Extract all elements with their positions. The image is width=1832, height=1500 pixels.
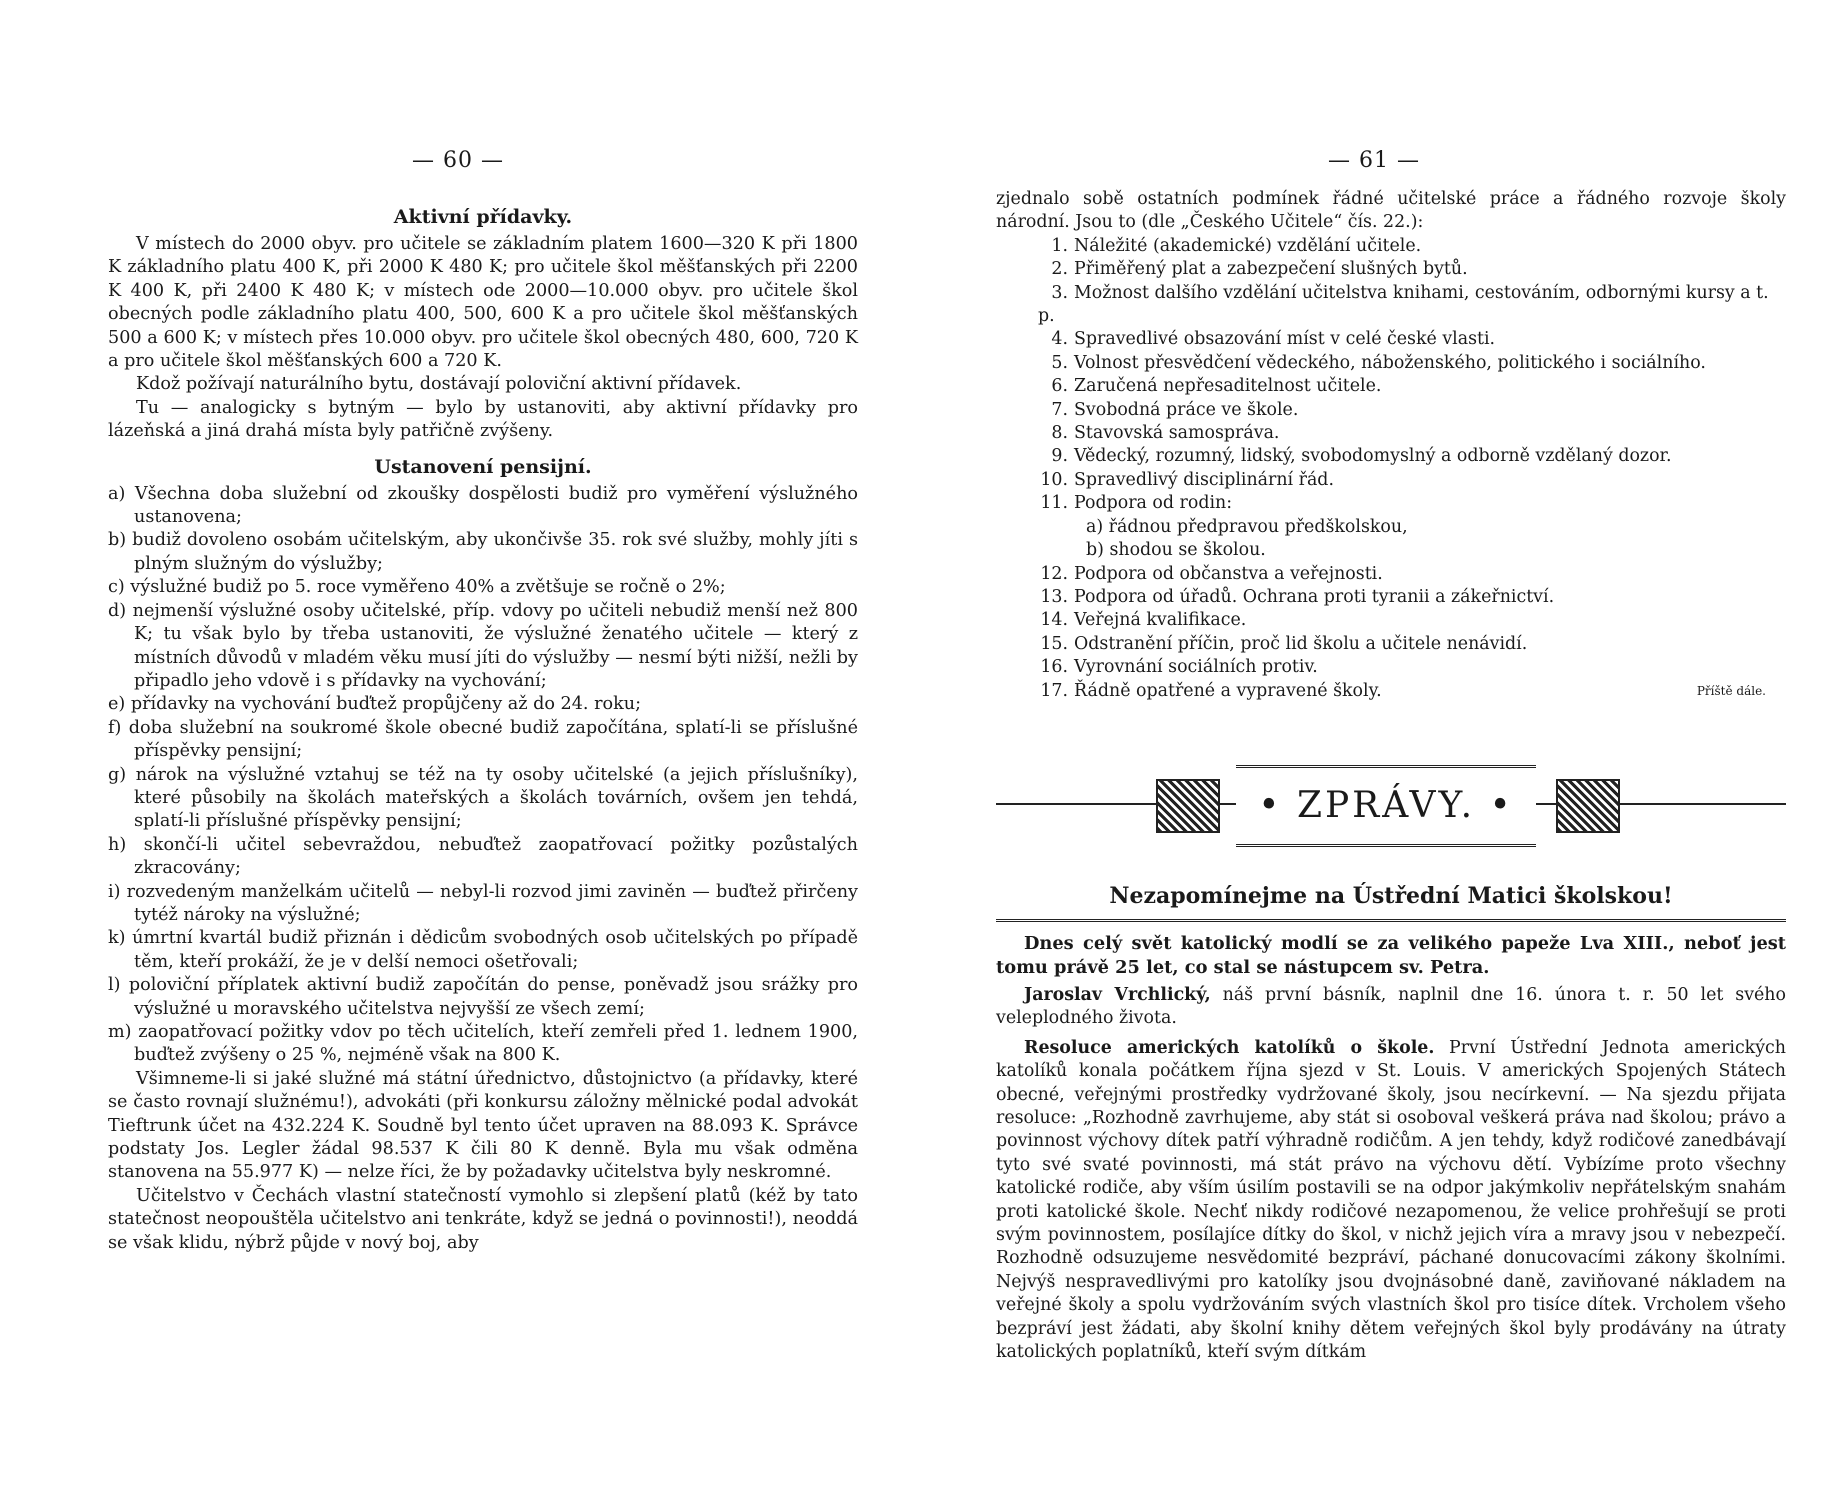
- list-item: m) zaopatřovací požitky vdov po těch učitelích, kteří zemřeli před 1. lednem 1900, buďtež zvýšeny o 25 %, nejméně však na 800 K.: [108, 1022, 858, 1066]
- continued-note: Příště dále.: [1696, 683, 1766, 698]
- list-item: d) nejmenší výslužné osoby učitelské, příp. vdovy po učiteli nebudiž menší než 800 K; tu však bylo by třeba ustanoviti, že výslužné ženatého učitele — který z místních důvodů v mladém věku musí jíti do výslužby — nesmí býti nižší, nežli by připadlo jeho vdově i s přídavky na vychování;: [108, 600, 858, 691]
- banner-title: • ZPRÁVY. •: [1236, 765, 1536, 847]
- list-item: 12. Podpora od občanstva a veřejnosti.: [1040, 563, 1383, 584]
- list-item: a) Všechna doba služební od zkoušky dospělosti budiž pro vyměření výslužného ustanovena;: [108, 483, 858, 528]
- paragraph: V místech do 2000 obyv. pro učitele se základním platem 1600—320 K při 1800 K základního platu 400 K, při 2000 K 480 K; pro učitele škol měšťanských při 2200 K 400 K, při 2400 K 480 K; v místech ode 2000—10.000 obyv. pro učitele škol obecných podle základního platu 400, 500, 600 K a pro učitele škol měšťanských 500 a 600 K; v místech přes 10.000 obyv. pro učitele škol obecných 480, 600, 720 K a pro učitele škol měšťanských 600 a 720 K.: [108, 234, 858, 372]
- list-item: 8. Stavovská samospráva.: [1051, 423, 1280, 444]
- paragraph: Kdož požívají naturálního bytu, dostávají poloviční aktivní přídavek.: [136, 374, 742, 395]
- list-item: 16. Vyrovnání sociálních protiv.: [1040, 657, 1318, 678]
- list-item: f) doba služební na soukromé škole obecné budiž započítána, splatí-li se příslušné příspěvky pensijní;: [108, 717, 858, 762]
- list-item: 13. Podpora od úřadů. Ochrana proti tyranii a zákeřnictví.: [1040, 586, 1555, 607]
- article-title: Nezapomínejme na Ústřední Matici školskou!: [996, 883, 1786, 922]
- list-item: h) skončí-li učitel sebevraždou, nebuďtež zaopatřovací požitky pozůstalých zkracovány;: [108, 834, 858, 879]
- paragraph: Všimneme-li si jaké služné má státní úřednictvo, důstojnictvo (a přídavky, které se často rovnají služnému!), advokáti (při konkursu záložny mělnické podal advokát Tieftrunk účet na 432.224 K. Soudně byl tento účet upraven na 88.093 K. Správce podstaty Jos. Legler žádal 98.537 K čili 80 K denně. Byla mu však odměna stanovena na 55.977 K) — nelze říci, že by požadavky učitelstva byly neskromné.: [108, 1068, 858, 1183]
- section-title-pension: Ustanovení pensijní.: [374, 455, 592, 478]
- list-item: 5. Volnost přesvědčení vědeckého, náboženského, politického i sociálního.: [1051, 352, 1706, 373]
- list-item: k) úmrtní kvartál budiž přiznán i dědicům svobodných osob učitelských po případě těm, kteří prokáží, že je v delší nemoci ošetřovali;: [108, 928, 858, 972]
- list-item: l) poloviční příplatek aktivní budiž započítán do pense, poněvadž jsou srážky pro výslužné u moravského učitelstva nejvyšší ze všech zemí;: [108, 975, 858, 1019]
- left-column: [108, 206, 858, 1255]
- name-bold: Jaroslav Vrchlický,: [1024, 984, 1211, 1005]
- list-item: 4. Spravedlivé obsazování míst v celé české vlasti.: [1051, 329, 1496, 350]
- page-number: — 60 —: [412, 148, 504, 173]
- resolution-title: Resoluce amerických katolíků o škole.: [1024, 1037, 1435, 1058]
- right-column: [996, 188, 1786, 1364]
- list-item: i) rozvedeným manželkám učitelů — nebyl-li rozvod jimi zaviněn — buďtež přirčeny tytéž nároky na výslužné;: [108, 881, 858, 925]
- sub-item: a) řádnou předpravou předškolskou,: [1086, 516, 1408, 537]
- paragraph: Tu — analogicky s bytným — bylo by ustanoviti, aby aktivní přídavky pro lázeňská a jiná drahá místa byly patřičně zvýšeny.: [108, 397, 858, 442]
- page-number: — 61 —: [1328, 148, 1420, 173]
- list-item: 17. Řádně opatřené a vypravené školy. Příště dále.: [996, 680, 1786, 703]
- list-item: 9. Vědecký, rozumný, lidský, svobodomyslný a odborně vzdělaný dozor.: [1051, 446, 1672, 467]
- paragraph: Jaroslav Vrchlický, náš první básník, naplnil dne 16. února t. r. 50 let svého veleplodného života.: [996, 984, 1786, 1029]
- ornament-icon: [1156, 779, 1220, 833]
- list-item: c) výslužné budiž po 5. roce vyměřeno 40% a zvětšuje se ročně o 2%;: [108, 577, 726, 598]
- paragraph: Resoluce amerických katolíků o škole. První Ústřední Jednota amerických katolíků konala počátkem října sjezd v St. Louis. V amerických Spojených Státech obecné, veřejnými prostředky vydržované školy, jsou necírkevní. — Na sjezdu přijata resoluce: „Rozhodně zavrhujeme, aby stát si osoboval veškerá práva nad školou; právo a povinnost výchovy dítek patří výhradně rodičům. A jen tehdy, když rodičové zanedbávají tyto své svaté povinnosti, má stát právo na výchovu dětí. Vybízíme proto všechny katolické rodiče, aby vším úsilím postavili se na odpor jakýmkoliv nepřátelským snahám proti katolické škole. Nechť nikdy rodičové nezapomenou, že velice prohřešují se proti svým povinnostem, posílajíce dítky do škol, v nichž jejich víra a mravy jsou v nebezpečí. Rozhodně odsuzujeme nesvědomité bezpráví, páchané donucovacími zákony školními. Nejvýš nespravedlivými pro katolíky jsou dvojnásobné daně, zaviňované nákladem na veřejné školy a spolu vydržováním svých vlastních škol pro tisíce dítek. Vrcholem všeho bezpráví jest žádati, aby školní knihy dětem veřejných škol byly prodávány na útraty katolických poplatníků, kteří svým dítkám: [996, 1037, 1786, 1363]
- list-item: 15. Odstranění příčin, proč lid školu a učitele nenávidí.: [1040, 633, 1528, 654]
- list-item: 2. Přiměřený plat a zabezpečení slušných bytů.: [1051, 259, 1468, 280]
- list-item: e) přídavky na vychování buďtež propůjčeny až do 24. roku;: [108, 694, 642, 715]
- section-title-active-allowances: Aktivní přídavky.: [393, 206, 573, 228]
- list-item: 7. Svobodná práce ve škole.: [1051, 399, 1299, 420]
- list-item: 6. Zaručená nepřesaditelnost učitele.: [1051, 376, 1382, 397]
- list-item: 3. Možnost dalšího vzdělání učitelstva knihami, cestováním, odbornými kursy a t. p.: [1038, 282, 1769, 327]
- list-item: 14. Veřejná kvalifikace.: [1040, 610, 1247, 631]
- list-item: g) nárok na výslužné vztahuj se též na ty osoby učitelské (a jejich příslušníky), které působily na školách mateřských a školách továrních, ovšem jen tehdá, splatí-li příslušné příspěvky pensijní;: [108, 764, 858, 832]
- lead-paragraph: Dnes celý svět katolický modlí se za velikého papeže Lva XIII., neboť jest tomu právě 25 let, co stal se nástupcem sv. Petra.: [996, 932, 1786, 978]
- list-item: 10. Spravedlivý disciplinární řád.: [1040, 469, 1334, 490]
- list-item: b) budiž dovoleno osobám učitelským, aby ukončivše 35. rok své služby, mohly jíti s plným služným do výslužby;: [108, 530, 858, 574]
- ornament-icon: [1556, 779, 1620, 833]
- right-page: [916, 0, 1832, 1500]
- list-item: 11. Podpora od rodin:: [1040, 493, 1233, 514]
- demands-list: [996, 235, 1786, 703]
- list-item: 1. Náležité (akademické) vzdělání učitele.: [1051, 235, 1422, 256]
- sub-item: b) shodou se školou.: [1086, 540, 1266, 561]
- intro-paragraph: zjednalo sobě ostatních podmínek řádné učitelské práce a řádného rozvoje školy národní. Jsou to (dle „Českého Učitele“ čís. 22.):: [996, 189, 1786, 233]
- news-banner: [996, 727, 1786, 877]
- paragraph: Učitelstvo v Čechách vlastní statečností vymohlo si zlepšení platů (kéž by tato statečnost neopouštěla učitelstvo ani tenkráte, když se jedná o povinnosti!), neoddá se však klidu, nýbrž půjde v nový boj, aby: [108, 1185, 858, 1253]
